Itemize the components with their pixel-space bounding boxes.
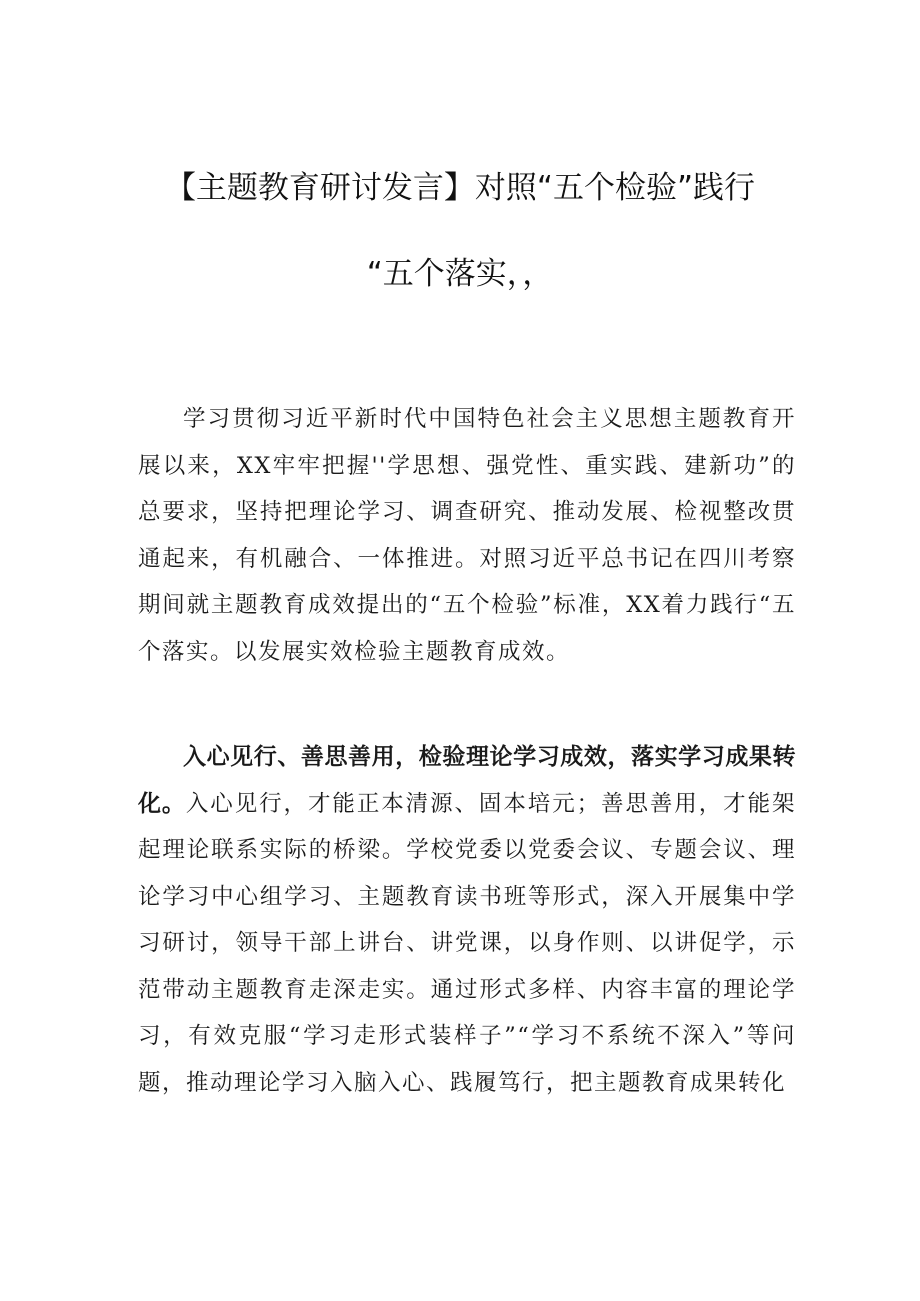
body-paragraph-intro: 学习贯彻习近平新时代中国特色社会主义思想主题教育开展以来，XX牢牢把握''学思想、强党性、重实践、建新功”的总要求，坚持把理论学习、调查研究、推动发展、检视整改贯通起来，有机融合、一体推进。对照习近平总书记在四川考察期间就主题教育成效提出的“五个检验”标准，XX着力践行“五个落实。以发展实效检验主题教育成效。 xyxy=(138,406,796,665)
document-title-line-1: 【主题教育研讨发言】对照“五个检验”践行 xyxy=(164,170,756,206)
document-title-line-2: “五个落实，， xyxy=(366,256,554,292)
paragraph-body-text: 入心见行，才能正本清源、固本培元；善思善用，才能架起理论联系实际的桥梁。学校党委以党委会议、专题会议、理论学习中心组学习、主题教育读书班等形式，深入开展集中学习研讨，领导干部上讲台、讲党课，以身作则、以讲促学，示范带动主题教育走深走实。通过形式多样、内容丰富的理论学习，有效克服“学习走形式装样子”“学习不系统不深入”等问题，推动理论学习入脑入心、践履笃行，把主题教育成果转化 xyxy=(138,790,796,1096)
body-paragraph-theory-study xyxy=(138,734,796,1106)
paragraph-lead-heading: 入心见行、善思善用，检验理论学习成效，落实学习成果转化。 xyxy=(138,744,796,817)
